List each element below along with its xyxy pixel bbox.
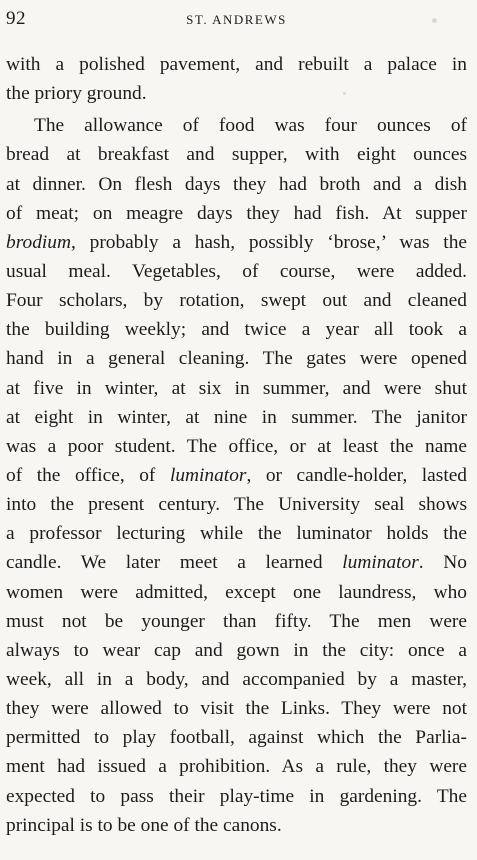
text-line (6, 199, 467, 228)
text-segment: , probably a hash, possibly ‘brose,’ was the (71, 231, 467, 253)
text-line (6, 344, 467, 373)
text-line (6, 461, 467, 490)
text-segment: of meat; on meagre days they had fish. At supper (6, 202, 467, 224)
text-line (6, 490, 467, 519)
text-segment: ment had issued a prohibition. As a rule, they were (6, 756, 467, 778)
text-line (6, 374, 467, 403)
italic-word: luminator (169, 464, 247, 486)
text-segment: principal is to be one of the canons. (6, 814, 282, 836)
text-segment: at five in winter, at six in summer, and were shut (6, 377, 467, 399)
text-line (6, 170, 467, 199)
text-segment: of the office, of (6, 464, 170, 486)
text-segment: always to wear cap and gown in the city: once a (6, 639, 467, 661)
text-line (6, 50, 467, 79)
text-line (6, 519, 467, 548)
text-segment: The allowance of food was four ounces of (34, 115, 467, 137)
text-segment: women were admitted, except one laundress, who (6, 581, 467, 603)
text-line (6, 811, 467, 840)
paper-speck (432, 18, 437, 23)
text-line (6, 782, 467, 811)
text-segment: was a poor student. The office, or at least the name (6, 435, 467, 457)
text-line (6, 432, 467, 461)
text-line (6, 315, 467, 344)
text-segment: the building weekly; and twice a year all took a (6, 319, 467, 341)
text-line (6, 694, 467, 723)
body-text (6, 50, 467, 840)
text-segment: with a polished pavement, and rebuilt a palace in (6, 54, 467, 75)
text-segment: at dinner. On flesh days they had broth and a dish (6, 173, 467, 195)
paper-speck (343, 92, 346, 95)
text-segment: candle. We later meet a learned (6, 552, 343, 574)
text-line (6, 548, 467, 577)
text-line (6, 79, 467, 108)
text-segment: bread at breakfast and supper, with eight ounces (6, 144, 467, 166)
italic-word: luminator (342, 552, 419, 574)
text-line (6, 578, 467, 607)
text-line (6, 607, 467, 636)
text-line (6, 140, 467, 169)
text-segment: week, all in a body, and accompanied by a master, (6, 668, 467, 690)
text-segment: usual meal. Vegetables, of course, were added. (6, 260, 467, 282)
text-line (6, 665, 467, 694)
text-segment: must not be younger than fifty. The men were (6, 610, 467, 632)
running-title: ST. ANDREWS (186, 12, 287, 27)
text-line (6, 111, 467, 140)
text-segment: permitted to play football, against which the Parlia- (6, 727, 467, 749)
text-segment: into the present century. The University seal shows (6, 494, 467, 516)
page-number: 92 (6, 8, 26, 29)
text-line (6, 723, 467, 752)
text-line (6, 228, 467, 257)
text-segment: Four scholars, by rotation, swept out and cleaned (6, 290, 467, 312)
text-segment: at eight in winter, at nine in summer. The janitor (6, 406, 467, 428)
text-line (6, 752, 467, 781)
text-line (6, 257, 467, 286)
text-segment: . No (418, 552, 467, 574)
text-line (6, 636, 467, 665)
italic-word: brodium (6, 231, 71, 253)
text-segment: , or candle-holder, lasted (246, 464, 468, 486)
text-segment: a professor lecturing while the luminator holds the (6, 523, 467, 545)
text-segment: the priory ground. (6, 83, 147, 105)
text-segment: they were allowed to visit the Links. They were not (6, 698, 467, 720)
text-line (6, 286, 467, 315)
text-segment: expected to pass their play-time in gardening. The (6, 785, 467, 807)
page-header (6, 8, 467, 32)
text-line (6, 403, 467, 432)
text-segment: hand in a general cleaning. The gates were opened (6, 348, 467, 370)
